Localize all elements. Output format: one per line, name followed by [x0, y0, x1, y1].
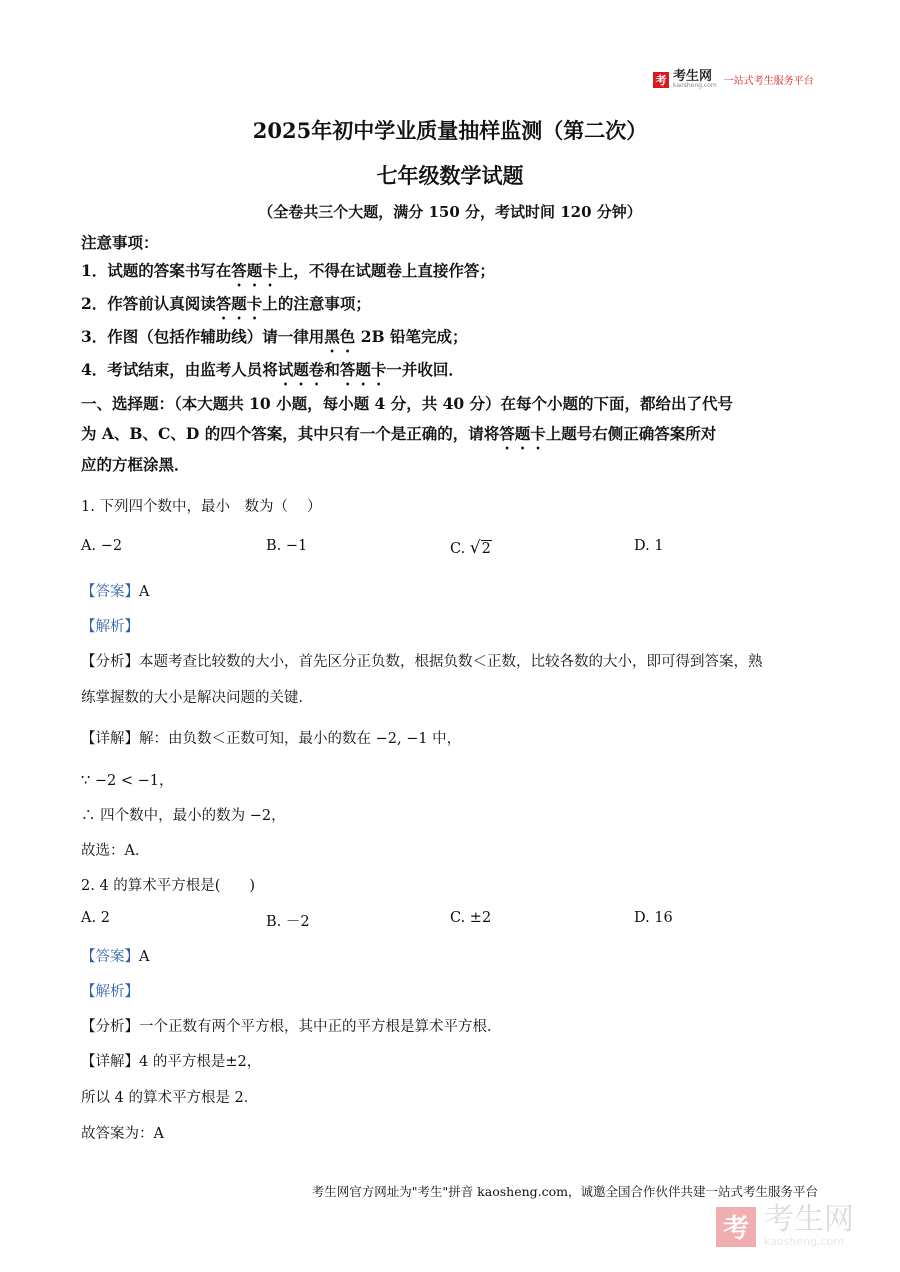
- logo-text: [673, 70, 717, 89]
- q1-option-d: D. 1: [634, 538, 664, 554]
- note-2-post: 上的注意事项；: [262, 294, 371, 313]
- q2-xiangjie-tag: 【详解】: [81, 1054, 139, 1070]
- q2-answer-tag: 【答案】: [81, 949, 139, 965]
- page-footer: 考生网官方网址为"考生"拼音 kaosheng.com，诚邀全国合作伙伴共建一站式考生服务平台: [311, 1184, 818, 1199]
- exam-subtitle: 七年级数学试题: [376, 163, 524, 188]
- section1-line-3: 应的方框涂黑．: [81, 455, 190, 474]
- note-1-pre: 1．试题的答案书写在: [81, 261, 232, 280]
- q1-c-label: C.: [450, 541, 466, 557]
- q1-a-label: A.: [81, 538, 97, 554]
- note-1-emphasis: 答题卡: [231, 261, 278, 280]
- q1-option-b: [266, 538, 307, 554]
- note-4-mid: 和: [324, 360, 340, 379]
- q1-c-value: 2: [481, 541, 491, 557]
- q1-answer: [81, 580, 149, 601]
- note-2-emphasis: 答题卡: [215, 294, 263, 313]
- q2-stem: 2. 4 的算术平方根是( ): [81, 878, 256, 894]
- q1-fenxi-1: [81, 650, 763, 671]
- q1-b-value: −1: [285, 538, 308, 554]
- q2-fenxi: [81, 1015, 502, 1036]
- q2-option-b: B. －2: [266, 914, 310, 930]
- section1-line-2: [81, 422, 716, 453]
- exam-info: （全卷共三个大题，满分 150 分，考试时间 120 分钟）: [258, 203, 642, 221]
- note-4-emphasis-1: 试题卷: [277, 360, 325, 379]
- logo-sub: kaosheng.com: [673, 82, 717, 89]
- note-2: [81, 292, 371, 323]
- header-logo: [653, 70, 814, 89]
- exam-title: 2025年初中学业质量抽样监测（第二次）: [252, 118, 648, 143]
- watermark-logo-icon: 考: [716, 1207, 756, 1247]
- q2-fenxi-text: 一个正数有两个平方根，其中正的平方根是算术平方根．: [139, 1019, 502, 1035]
- watermark-sub: kaosheng.com: [764, 1235, 845, 1248]
- note-1-post: 上，不得在试题卷上直接作答；: [277, 261, 495, 280]
- q1-xiangjie: [81, 727, 461, 748]
- watermark: [716, 1202, 854, 1248]
- q1-step-3: 故选：A．: [81, 843, 150, 859]
- q1-answer-tag: 【答案】: [81, 584, 139, 600]
- q1-option-a: [81, 538, 122, 554]
- note-2-pre: 2．作答前认真阅读: [81, 294, 216, 313]
- q2-answer: [81, 945, 149, 966]
- q2-option-a: A. 2: [81, 910, 110, 926]
- q1-stem: 1. 下列四个数中，最小 数为（ ）: [81, 499, 322, 515]
- q1-step-1: ∵ −2 < −1，: [81, 773, 174, 789]
- q2-fenxi-tag: 【分析】: [81, 1019, 139, 1035]
- kaosheng-logo-icon: 考: [653, 72, 669, 88]
- section1-emphasis: 答题卡: [499, 424, 546, 443]
- q1-fenxi-2: 练掌握数的大小是解决问题的关键．: [81, 690, 313, 706]
- q2-answer-value: A: [139, 949, 150, 965]
- note-4-post: 一并收回．: [386, 360, 464, 379]
- logo-name: 考生网: [673, 69, 713, 84]
- q2-xiangjie: [81, 1050, 261, 1071]
- q1-answer-value: A: [139, 584, 150, 600]
- notes-heading: 注意事项：: [81, 233, 159, 252]
- q1-analysis-tag: 【解析】: [81, 619, 139, 635]
- section1-line-2-post: 上题号右侧正确答案所对: [545, 424, 717, 443]
- q1-fenxi-tag: 【分析】: [81, 654, 139, 670]
- note-3-pre: 3．作图（包括作辅助线）请一律用: [81, 327, 325, 346]
- q1-option-c: [450, 538, 492, 558]
- q2-step-2: 故答案为：A: [81, 1126, 164, 1142]
- q2-analysis-tag: 【解析】: [81, 984, 139, 1000]
- q1-b-label: B.: [266, 538, 282, 554]
- section1-line-2-pre: 为 A、B、C、D 的四个答案，其中只有一个是正确的，请将: [81, 424, 500, 443]
- section1-line-1: 一、选择题：（本大题共 10 小题，每小题 4 分，共 40 分）在每个小题的下面，都给出了代号: [81, 394, 734, 413]
- note-3-post: 2B 铅笔完成；: [355, 327, 468, 346]
- q1-step-2: ∴ 四个数中，最小的数为 −2，: [81, 808, 286, 824]
- q2-xiangjie-text: 4 的平方根是±2，: [139, 1054, 262, 1070]
- note-1: [81, 259, 495, 290]
- q1-fenxi-text-1: 本题考查比较数的大小，首先区分正负数，根据负数＜正数，比较各数的大小，即可得到答案，熟: [139, 654, 763, 670]
- q2-step-1: 所以 4 的算术平方根是 2．: [81, 1090, 259, 1106]
- q1-xiangjie-text: 解：由负数＜正数可知，最小的数在 −2, −1 中，: [139, 731, 462, 747]
- sqrt-icon: √: [469, 538, 481, 558]
- note-3: [81, 325, 468, 356]
- q2-option-c: C. ±2: [450, 910, 492, 926]
- logo-slogan: 一站式考生服务平台: [723, 76, 814, 87]
- note-4: [81, 358, 464, 389]
- note-4-emphasis-2: 答题卡: [339, 360, 387, 379]
- watermark-text: [764, 1202, 854, 1248]
- note-3-emphasis: 黑色: [324, 327, 356, 346]
- q1-a-value: −2: [100, 538, 123, 554]
- watermark-name: 考生网: [764, 1202, 854, 1237]
- q2-option-d: D. 16: [634, 910, 673, 926]
- note-4-pre: 4．考试结束，由监考人员将: [81, 360, 278, 379]
- q1-xiangjie-tag: 【详解】: [81, 731, 139, 747]
